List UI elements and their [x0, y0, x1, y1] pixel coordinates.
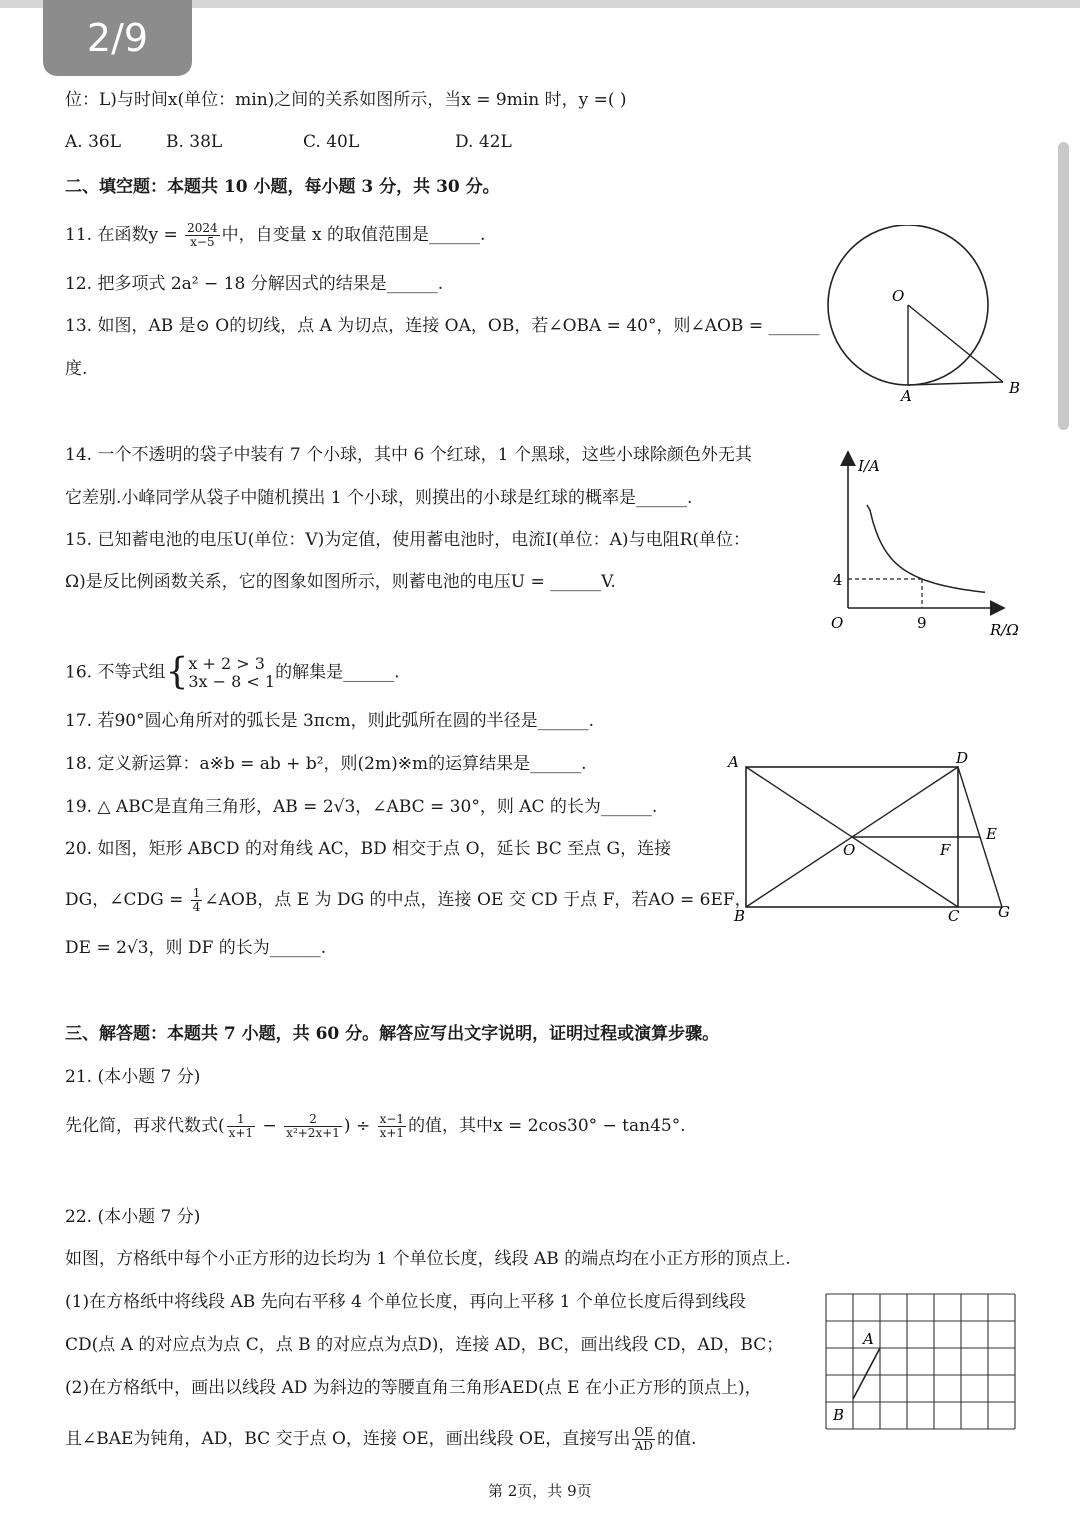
q22-p1-line1: (1)在方格纸中将线段 AB 先向右平移 4 个单位长度，再向上平移 1 个单位长度后得到线段 — [65, 1292, 746, 1312]
segment-ob — [908, 305, 1003, 382]
q20-line2: DG，∠CDG = $\frac{1}{4}$ ∠AOB，点 E 为 DG 的中点，连接 OE 交 CD 于点 F，若AO = 6EF， — [65, 886, 752, 914]
q20-line1: 20. 如图，矩形 ABCD 的对角线 AC，BD 相交于点 O，延长 BC 至点 G，连接 — [65, 839, 672, 859]
q10-option-a: A. 36L — [65, 132, 122, 152]
q12: 12. 把多项式 2a² − 18 分解因式的结果是______. — [65, 274, 444, 294]
label-b: B — [734, 907, 746, 925]
q14-line1: 14. 一个不透明的袋子中装有 7 个小球，其中 6 个红球，1 个黑球，这些小球除颜色外无其 — [65, 445, 752, 465]
q10-option-b: B. 38L — [166, 132, 223, 152]
scrollbar[interactable] — [1058, 142, 1069, 430]
y-axis-label: I/A — [858, 457, 880, 475]
q21-body: 先化简，再求代数式( $\frac{1}{x+1}$ − $\frac{2}{\text{x²+2x+1}}$ ) ÷ $\frac{x-1}{x+1}$ 的值，其中x = 2cos30° − tan45°. — [65, 1112, 686, 1140]
inverse-graph — [815, 445, 1045, 645]
q22-intro: 如图，方格纸中每个小正方形的边长均为 1 个单位长度，线段 AB 的端点均在小正方形的顶点上. — [65, 1249, 791, 1269]
label-g: G — [998, 903, 1010, 921]
q14-line2: 它差别.小峰同学从袋子中随机摸出 1 个小球，则摸出的小球是红球的概率是______. — [65, 488, 693, 508]
q13-line2: 度. — [65, 359, 88, 379]
rectangle-figure — [722, 745, 1022, 930]
q18: 18. 定义新运算：a※b = ab + b²，则(2m)※m的运算结果是______. — [65, 754, 587, 774]
origin-label: O — [831, 614, 844, 632]
label-c: C — [948, 907, 960, 925]
label-o: O — [843, 841, 856, 859]
x-axis-label: R/Ω — [990, 621, 1019, 639]
q17: 17. 若90°圆心角所对的弧长是 3πcm，则此弧所在圆的半径是______. — [65, 711, 595, 731]
q19: 19. △ ABC是直角三角形，AB = 2√3，∠ABC = 30°，则 AC 的长为______. — [65, 797, 658, 817]
label-a: A — [901, 387, 912, 405]
q10-option-d: D. 42L — [455, 132, 512, 152]
circle-figure — [820, 225, 1040, 410]
x-tick-label: 9 — [917, 614, 927, 632]
grid-figure — [820, 1288, 1025, 1433]
grid-lines — [826, 1294, 1015, 1429]
q22-p2-line1: (2)在方格纸中，画出以线段 AD 为斜边的等腰直角三角形AED(点 E 在小正方形的顶点上)， — [65, 1378, 762, 1398]
q16: 16. 不等式组{ x + 2 > 3 3x − 8 < 1 的解集是______. — [65, 651, 400, 693]
label-b: B — [1009, 379, 1021, 397]
q11: 11. 在函数y = $\frac{2024}{x-5}$ 中，自变量 x 的取值范围是______. — [65, 221, 486, 249]
y-tick-label: 4 — [833, 571, 843, 589]
q22-p1-line2: CD(点 A 的对应点为点 C，点 B 的对应点为点D)，连接 AD，BC，画出线段 CD，AD，BC； — [65, 1335, 784, 1355]
section3-title: 三、解答题：本题共 7 小题，共 60 分。解答应写出文字说明，证明过程或演算步骤。 — [65, 1024, 720, 1044]
segment-ab — [853, 1348, 880, 1399]
section2-title: 二、填空题：本题共 10 小题，每小题 3 分，共 30 分。 — [65, 177, 500, 197]
label-o: O — [892, 287, 905, 305]
label-d: D — [956, 749, 969, 767]
q10-option-c: C. 40L — [303, 132, 360, 152]
q22-header: 22. (本小题 7 分) — [65, 1207, 201, 1227]
label-e: E — [986, 825, 997, 843]
q10-stem: 位：L)与时间x(单位：min)之间的关系如图所示，当x = 9min 时，y =( ) — [65, 90, 627, 110]
page-indicator: 2/9 — [43, 0, 192, 76]
q20-line3: DE = 2√3，则 DF 的长为______. — [65, 938, 327, 958]
page-footer: 第 2页，共 9页 — [488, 1482, 592, 1500]
q22-p2-line2: 且∠BAE为钝角，AD，BC 交于点 O，连接 OE，画出线段 OE，直接写出 $\frac{OE}{AD}$ 的值. — [65, 1425, 697, 1453]
q21-header: 21. (本小题 7 分) — [65, 1067, 201, 1087]
q13-line1: 13. 如图，AB 是⊙ O的切线，点 A 为切点，连接 OA，OB，若∠OBA = 40°，则∠AOB = ______ — [65, 316, 820, 336]
label-a: A — [728, 753, 739, 771]
label-a: A — [863, 1330, 874, 1348]
label-b: B — [833, 1406, 845, 1424]
q15-line1: 15. 已知蓄电池的电压U(单位：V)为定值，使用蓄电池时，电流I(单位：A)与电阻R(单位： — [65, 530, 750, 550]
q15-line2: Ω)是反比例函数关系，它的图象如图所示，则蓄电池的电压U = ______V. — [65, 572, 616, 592]
label-f: F — [940, 841, 951, 859]
